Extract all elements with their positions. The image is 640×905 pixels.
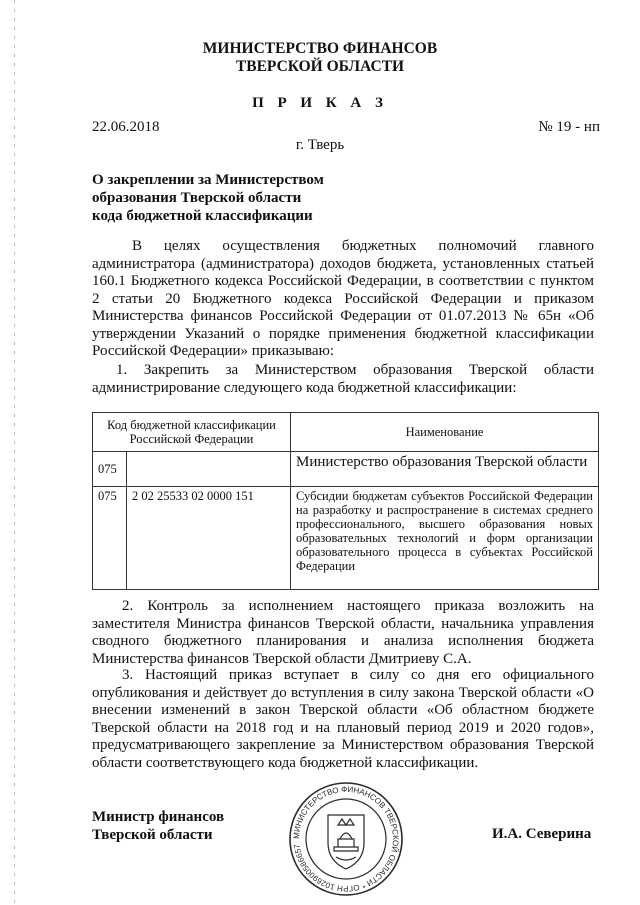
- ministry-header: [0, 40, 640, 76]
- table-row: [93, 452, 599, 487]
- preamble-text: В целях осуществления бюджетных полномочий главного администратора (администратора) доходов бюджета, установленных статьей 160.1 Бюджетного кодекса Российской Федерации, в соответствии с пунктом 2 статьи 20 Бюджетного кодекса Российской Федерации и приказом Министерства финансов Российской Федерации от 01.07.2013 № 65н «Об утверждении Указаний о порядке применения бюджетной классификации Российской Федерации» приказываю:: [92, 238, 594, 359]
- document-subject: [92, 171, 324, 225]
- ministry-name-line2: ТВЕРСКОЙ ОБЛАСТИ: [235, 58, 405, 75]
- cell-admin: 075: [93, 487, 127, 590]
- document-city: г. Тверь: [295, 137, 345, 153]
- signatory-name: И.А. Северина: [492, 826, 592, 842]
- signatory-title-line2: Тверской области: [92, 827, 213, 843]
- header-name: Наименование: [291, 413, 599, 452]
- header-code: Код бюджетной классификации Российской Федерации: [93, 413, 291, 452]
- coat-of-arms-icon: [328, 815, 364, 869]
- subject-line1: О закреплении за Министерством: [92, 172, 324, 188]
- cell-name: Субсидии бюджетам субъектов Российской Федерации на разработку и распространение в системах среднего профессионального, высшего образования новых образовательных технологий и форм организации образовательного процесса в субъектах Российской Федерации: [291, 487, 599, 590]
- paragraph-item-2: 2. Контроль за исполнением настоящего приказа возложить на заместителя Министра финансов Тверской области, начальника управления сводного бюджетного планирования и анализа исполнения бюджета Министерства финансов Тверской области Дмитриеву С.А.: [92, 598, 594, 667]
- cell-admin: 075: [93, 452, 127, 487]
- signatory-title: [92, 808, 224, 844]
- document-type: П Р И К А З: [252, 95, 388, 111]
- subject-line3: кода бюджетной классификации: [92, 208, 313, 224]
- table-row: [93, 487, 599, 590]
- cell-code: [127, 452, 291, 487]
- cell-code: 2 02 25533 02 0000 151: [127, 487, 291, 590]
- ministry-name-line1: МИНИСТЕРСТВО ФИНАНСОВ: [202, 40, 438, 57]
- signatory-title-line1: Министр финансов: [92, 809, 225, 825]
- seal-outer-text-path: МИНИСТЕРСТВО ФИНАНСОВ ТВЕРСКОЙ ОБЛАСТИ * ОГРН 1026900586657: [291, 784, 401, 894]
- budget-code-table: [92, 412, 599, 590]
- official-seal: [288, 781, 404, 897]
- paragraph-item-3: 3. Настоящий приказ вступает в силу со дня его официального опубликования и действует до вступления в силу закона Тверской области «О внесении изменений в закон Тверской области «Об областном бюджете Тверской области на 2018 год и на плановый период 2019 и 2020 годов», предусматривающего закрепление за Министерством образования Тверской области соответствующего кода бюджетной классификации.: [92, 667, 594, 771]
- document-number: № 19 - нп: [538, 119, 600, 135]
- document-date: 22.06.2018: [92, 119, 160, 135]
- paragraph-preamble: [92, 238, 594, 361]
- cell-name: Министерство образования Тверской области: [291, 452, 599, 487]
- subject-line2: образования Тверской области: [92, 190, 302, 206]
- paragraph-item-1: 1. Закрепить за Министерством образования Тверской области администрирование следующего кода бюджетной классификации:: [92, 362, 594, 396]
- table-header-row: [93, 413, 599, 452]
